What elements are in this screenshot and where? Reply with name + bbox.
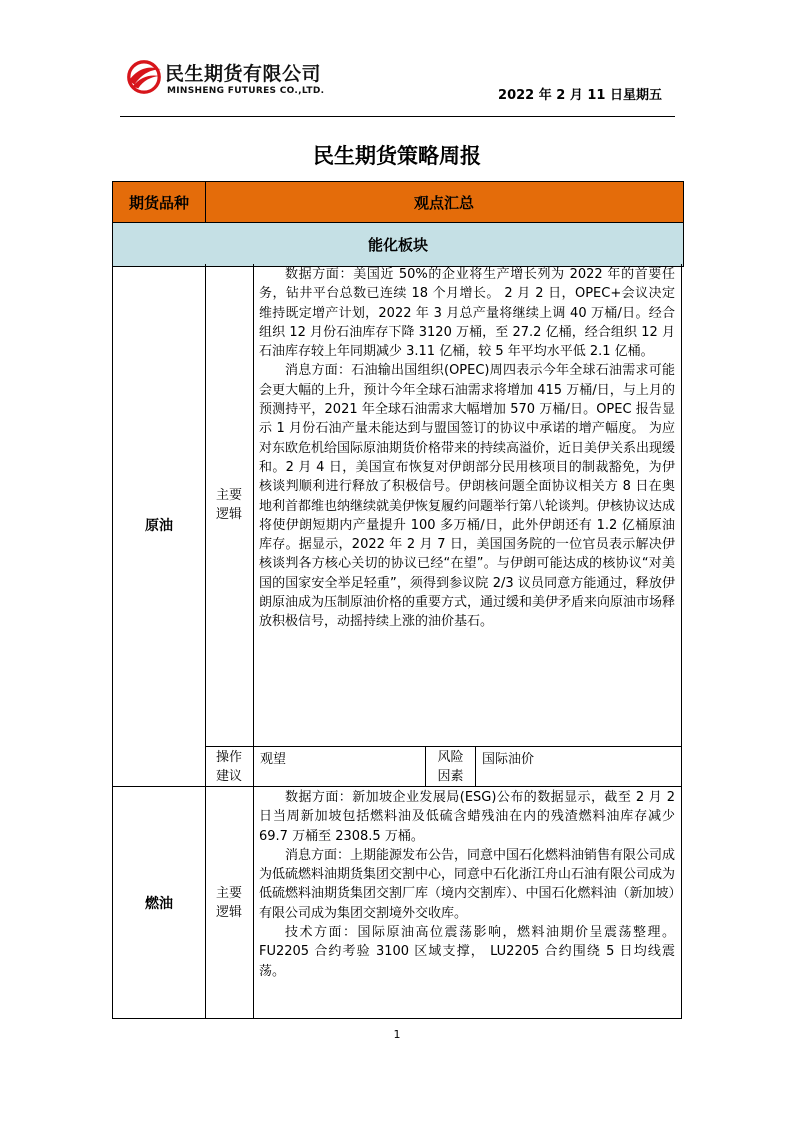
logic-label: 主要逻辑 (205, 264, 254, 746)
paragraph-data: 数据方面：新加坡企业发展局(ESG)公布的数据显示，截至 2 月 2 日当周新加坡包括燃料油及低硫含蜡残油在内的残渣燃料油库存减少 69.7 万桶至 2308.5 万桶。 (259, 790, 675, 844)
page-number: 1 (393, 1028, 401, 1041)
logic-text (253, 787, 681, 1018)
header-divider (120, 116, 675, 117)
paragraph-technical: 技术方面：国际原油高位震荡影响，燃料油期价呈震荡整理。FU2205 合约考验 3100 区域支撑， LU2205 合约围绕 5 日均线震荡。 (259, 925, 675, 979)
risk-value: 国际油价 (482, 752, 535, 767)
logo-english-name: MINSHENG FUTURES CO.,LTD. (167, 86, 325, 96)
risk-label: 风险因素 (426, 747, 476, 787)
company-logo (125, 58, 365, 102)
table-row-fuel-oil (112, 787, 682, 1019)
operation-row (205, 746, 681, 787)
logic-label: 主要逻辑 (205, 787, 254, 1018)
header-summary: 观点汇总 (413, 193, 474, 212)
report-date: 2022 年 2 月 11 日星期五 (498, 88, 662, 103)
product-name: 原油 (113, 264, 206, 786)
product-name: 燃油 (113, 787, 206, 1018)
paragraph-data: 数据方面：美国近 50%的企业将生产增长列为 2022 年的首要任务，钻井平台总数已连续 18 个月增长。 2 月 2 日，OPEC+会议决定维持既定增产计划，2022 年 3 月总产量将继续上调 40 万桶/日。经合组织 12 月份石油库存下降 3120 万桶，至 27.2 亿桶，经合组织 12 月石油库存较上年同期减少 3.11 亿桶，较 5 年平均水平低 2.1 亿桶。 (259, 267, 675, 360)
minsheng-logo-icon (125, 58, 163, 96)
operation-label: 操作建议 (215, 750, 242, 784)
operation-value: 观望 (253, 747, 426, 787)
logo-chinese-name: 民生期货有限公司 (165, 63, 322, 85)
page-title: 民生期货策略周报 (313, 144, 481, 168)
section-energy-chemical: 能化板块 (112, 222, 684, 267)
table-row-crude-oil (112, 264, 682, 787)
paragraph-news: 消息方面：上期能源发布公告，同意中国石化燃料油销售有限公司成为低硫燃料油期货集团交割中心，同意中石化浙江舟山石油有限公司成为低硫燃料油期货集团交割厂库（境内交割库）、中国石化燃料油（新加坡）有限公司成为集团交割境外交收库。 (259, 847, 676, 921)
table-header (112, 181, 684, 225)
logic-text (253, 264, 681, 747)
paragraph-news: 消息方面：石油输出国组织(OPEC)周四表示今年全球石油需求可能会更大幅的上升，预计今年全球石油需求将增加 415 万桶/日，与上月的预测持平，2021 年全球石油需求大幅增加 570 万桶/日。OPEC 报告显示 1 月份石油产量未能达到与盟国签订的协议中承诺的增产幅度。 为应对东欧危机给国际原油期货价格带来的持续高溢价，近日美伊关系出现缓和。2 月 4 日，美国宣布恢复对伊朗部分民用核项目的制裁豁免，为伊核谈判顺利进行释放了积极信号。伊朗核问题全面协议相关方 8 日在奥地利首都维也纳继续就美伊恢复履约问题举行第八轮谈判。伊核协议达成将使伊朗短期内产量提升 100 多万桶/日，此外伊朗还有 1.2 亿桶原油库存。据显示，2022 年 2 月 7 日，美国国务院的一位官员表示解决伊核谈判各方核心关切的协议已经“在望”。与伊朗可能达成的核协议“对美国的国家安全举足轻重”，须得到参议院 2/3 议员同意方能通过，释放伊朗原油成为压制原油价格的重要方式，通过缓和美伊矛盾来向原油市场释放积极信号，动摇持续上涨的油价基石。 (259, 363, 676, 630)
header-product: 期货品种 (113, 182, 206, 222)
